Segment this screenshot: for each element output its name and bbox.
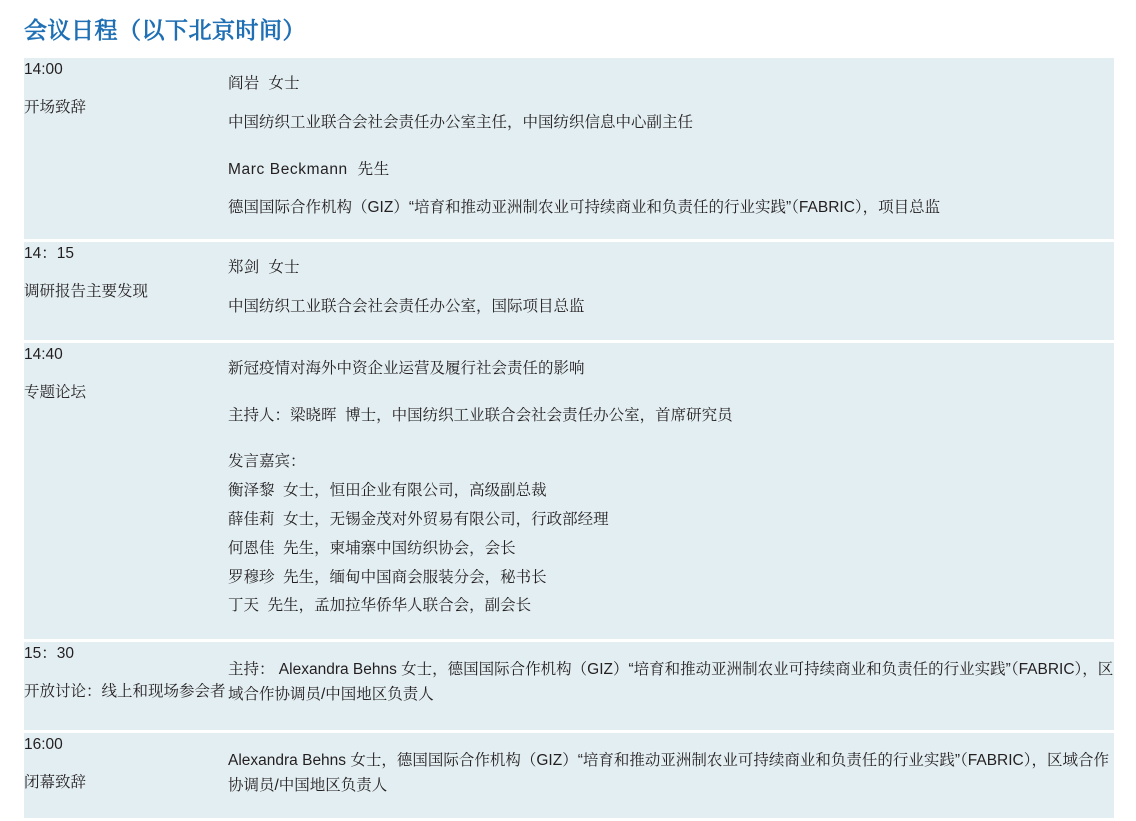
agenda-time-cell	[24, 341, 228, 640]
agenda-line: 发言嘉宾：	[228, 453, 306, 471]
agenda-line: 新冠疫情对海外中资企业运营及履行社会责任的影响	[228, 359, 585, 377]
agenda-line: 衡泽黎 女士，恒田企业有限公司，高级副总裁	[228, 482, 547, 500]
agenda-line: 中国纺织工业联合会社会责任办公室，国际项目总监	[228, 297, 585, 315]
agenda-line: 罗穆珍 先生，缅甸中国商会服装分会，秘书长	[228, 568, 547, 586]
table-row	[24, 58, 1114, 241]
agenda-line: 主持人：梁晓晖 博士，中国纺织工业联合会社会责任办公室，首席研究员	[228, 406, 733, 424]
agenda-topic: 开放讨论：线上和现场参会者	[24, 683, 226, 701]
agenda-detail-cell	[228, 58, 1114, 241]
page-title: 会议日程（以下北京时间）	[24, 17, 306, 43]
table-row	[24, 241, 1114, 342]
agenda-time-cell	[24, 641, 228, 732]
agenda-line: Alexandra Behns 女士，德国国际合作机构（GIZ）“培育和推动亚洲制农业可持续商业和负责任的行业实践”（FABRIC），区域合作协调员/中国地区负责人	[228, 751, 1109, 794]
agenda-line: 何恩佳 先生，柬埔寨中国纺织协会，会长	[228, 539, 516, 557]
agenda-detail-cell	[228, 641, 1114, 732]
agenda-time: 14:40	[24, 345, 63, 363]
agenda-topic: 调研报告主要发现	[24, 283, 149, 301]
table-row	[24, 731, 1114, 820]
agenda-topic: 闭幕致辞	[24, 773, 87, 791]
agenda-line: 丁天 先生，孟加拉华侨华人联合会，副会长	[228, 597, 532, 615]
agenda-time-cell	[24, 241, 228, 342]
agenda-topic: 专题论坛	[24, 383, 87, 401]
table-row	[24, 341, 1114, 640]
agenda-detail-cell	[228, 731, 1114, 820]
agenda-topic: 开场致辞	[24, 99, 87, 117]
agenda-time: 16:00	[24, 735, 63, 753]
agenda-detail-cell	[228, 241, 1114, 342]
agenda-line: 阎岩 女士	[228, 75, 300, 92]
agenda-time: 14:00	[24, 61, 63, 78]
agenda-line: 中国纺织工业联合会社会责任办公室主任，中国纺织信息中心副主任	[228, 113, 694, 131]
table-row	[24, 641, 1114, 732]
agenda-detail-cell	[228, 341, 1114, 640]
agenda-line: 郑剑 女士	[228, 259, 300, 277]
agenda-time-cell	[24, 731, 228, 820]
agenda-line: 德国国际合作机构（GIZ）“培育和推动亚洲制农业可持续商业和负责任的行业实践”（FABRIC），项目总监	[228, 199, 941, 217]
agenda-table	[24, 58, 1114, 821]
agenda-line: 主持： Alexandra Behns 女士，德国国际合作机构（GIZ）“培育和推动亚洲制农业可持续商业和负责任的行业实践”（FABRIC），区域合作协调员/中国地区负责人	[228, 661, 1114, 703]
agenda-time: 15：30	[24, 645, 74, 663]
agenda-line: Marc Beckmann 先生	[228, 160, 390, 178]
agenda-line: 薛佳莉 女士，无锡金茂对外贸易有限公司，行政部经理	[228, 510, 609, 528]
agenda-time: 14：15	[24, 245, 74, 263]
agenda-time-cell	[24, 58, 228, 241]
